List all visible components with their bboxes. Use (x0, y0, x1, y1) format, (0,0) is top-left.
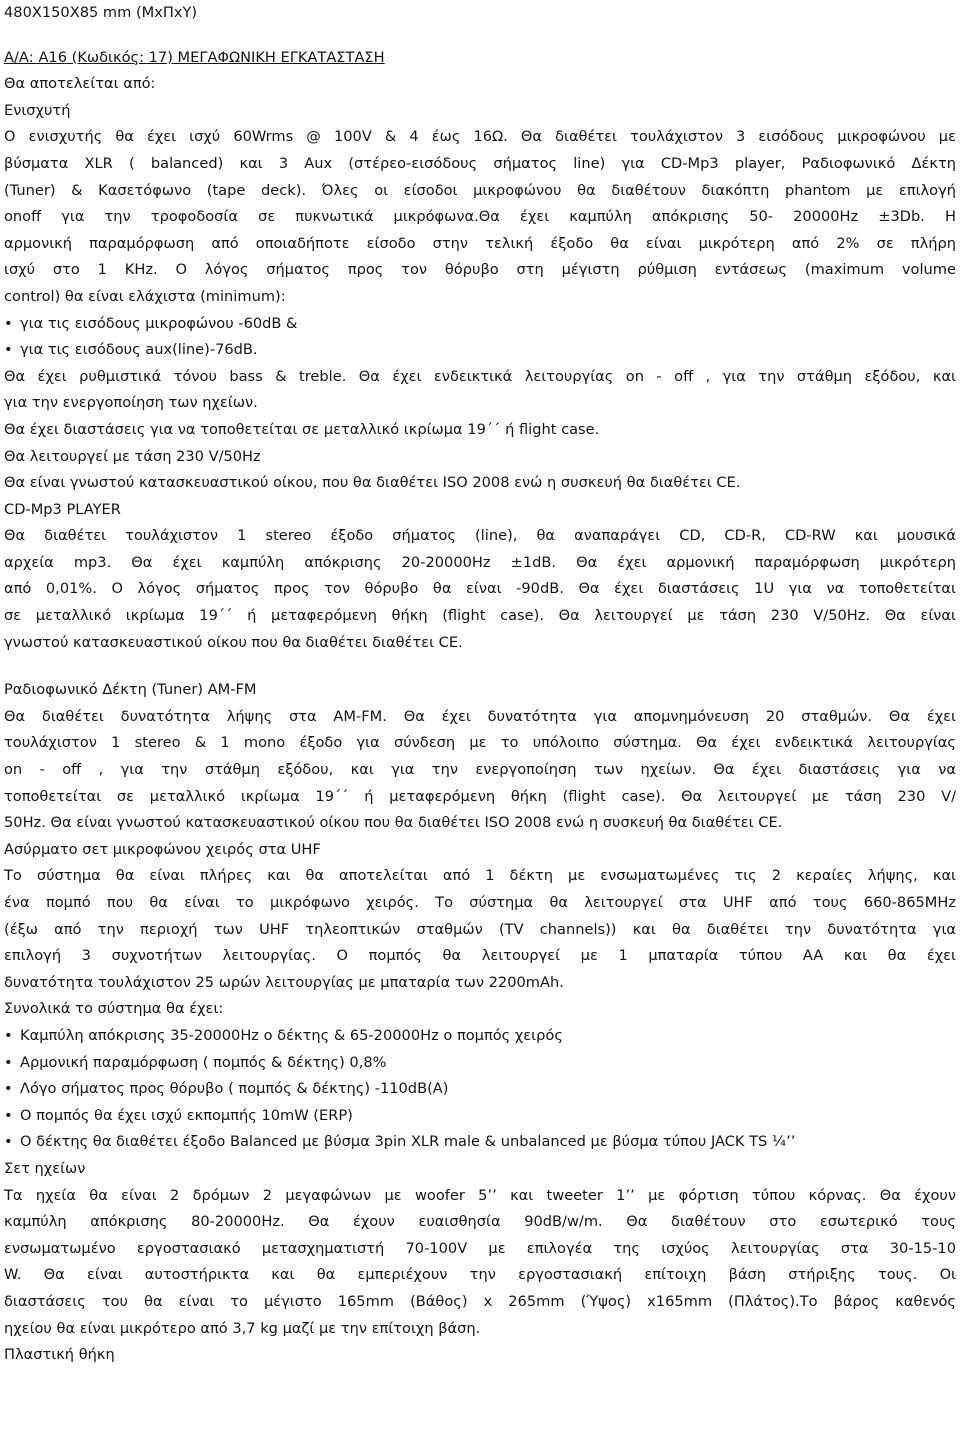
uhf-bullet-item: • Καμπύλη απόκρισης 35-20000Hz ο δέκτης & 65-20000Hz ο πομπός χειρός (4, 1023, 956, 1050)
uhf-bullet-item: • Ο δέκτης θα διαθέτει έξοδο Balanced με βύσμα 3pin XLR male & unbalanced με βύσμα τύπου JACK TS ¼’’ (4, 1129, 956, 1156)
cd-line: αρχεία mp3. Θα έχει καμπύλη απόκρισης 20-20000Hz ±1dB. Θα έχει αρμονική παραμόρφωση μικρότερη (4, 553, 956, 571)
amp-line: Θα έχει διαστάσεις για να τοποθετείται σε μεταλλικό ικρίωμα 19΄΄ ή flight case. (4, 420, 600, 438)
uhf-line: δυνατότητα τουλάχιστον 25 ωρών λειτουργίας με μπαταρία των 2200mAh. (4, 973, 564, 991)
speakers-line: Τα ηχεία θα είναι 2 δρόμων 2 μεγαφώνων με woofer 5’’ και tweeter 1’’ με φόρτιση τύπου κόρνας. Θα έχουν (4, 1186, 956, 1204)
uhf-bullet-item: • Ο πομπός θα έχει ισχύ εκπομπής 10mW (ERP) (4, 1103, 956, 1130)
amp-line: βύσματα XLR ( balanced) και 3 Aux (στέρεο-εισόδους σήματος line) για CD-Mp3 player, Ραδιοφωνικό Δέκτη (4, 154, 956, 172)
tuner-line: 50Hz. Θα είναι γνωστού κατασκευαστικού οίκου που θα διαθέτει ISO 2008 ενώ η συσκευή θα διαθέτει CE. (4, 814, 783, 832)
amp-line: για την ενεργοποίηση των ηχείων. (4, 394, 258, 412)
amp-line: Θα έχει ρυθμιστικά τόνου bass & treble. Θα έχει ενδεικτικά λειτουργίας on - off , για την στάθμη εξόδου, και (4, 367, 956, 385)
uhf-heading: Ασύρματο σετ μικροφώνου χειρός στα UHF (4, 840, 321, 858)
uhf-line: (έξω από την περιοχή των UHF τηλεοπτικών σταθμών (TV channels)) και θα διαθέτει την δυνατότητα για (4, 920, 956, 938)
uhf-bullet-item: • Αρμονική παραμόρφωση ( πομπός & δέκτης) 0,8% (4, 1050, 956, 1077)
amp-line: Θα είναι γνωστού κατασκευαστικού οίκου, που θα διαθέτει ISO 2008 ενώ η συσκευή θα διαθέτει CE. (4, 474, 741, 492)
speakers-heading: Σετ ηχείων (4, 1159, 86, 1177)
amp-line: (Tuner) & Κασετόφωνο (tape deck). Όλες οι είσοδοι μικροφώνου θα διαθέτουν διακόπτη phantom με επιλογή (4, 181, 956, 199)
speakers-line: W. Θα είναι αυτοστήρικτα και θα εμπεριέχουν την εργοστασιακή επίτοιχη βάση στήριξης τους. Οι (4, 1266, 956, 1284)
tuner-line: on - off , για την στάθμη εξόδου, και για την ενεργοποίηση των ηχείων. Θα έχει διαστάσεις για να (4, 761, 956, 779)
uhf-bullet-item: • Λόγο σήματος προς θόρυβο ( πομπός & δέκτης) -110dB(A) (4, 1076, 956, 1103)
amp-line: ισχύ στο 1 KHz. Ο λόγος σήματος προς τον θόρυβο στη μέγιστη ρύθμιση εντάσεως (maximum volume (4, 261, 956, 279)
amp-heading: Ενισχυτή (4, 101, 71, 119)
amp-bullet-item: • για τις εισόδους aux(line)-76dB. (4, 337, 956, 364)
uhf-line: Το σύστημα θα είναι πλήρες και θα αποτελείται από 1 δέκτη με ενσωματωμένες τις 2 κεραίες λήψης, και (4, 867, 956, 885)
cd-line: σε μεταλλικό ικρίωμα 19΄΄ ή μεταφερόμενη θήκη (flight case). Θα λειτουργεί με τάση 230 V/50Hz. Θα είναι (4, 607, 956, 625)
cd-line: γνωστού κατασκευαστικού οίκου που θα διαθέτει διαθέτει CE. (4, 633, 463, 651)
speakers-line: ηχείου θα είναι μικρότερο από 3,7 kg μαζί με την επίτοιχη βάση. (4, 1319, 481, 1337)
tuner-line: Θα διαθέτει δυνατότητα λήψης στα AM-FM. Θα έχει δυνατότητα για απομνημόνευση 20 σταθμών. Θα έχει (4, 707, 956, 725)
amp-line: αρμονική παραμόρφωση από οποιαδήποτε είσοδο στην τελική έξοδο θα είναι μικρότερη από 2% σε πλήρη (4, 234, 956, 252)
uhf-line: επιλογή 3 συχνοτήτων λειτουργίας. Ο πομπός θα λειτουργεί με 1 μπαταρία τύπου AA και θα έχει (4, 947, 956, 965)
speakers-line: διαστάσεις του θα είναι το μέγιστο 165mm (Βάθος) x 265mm (Ύψος) x165mm (Πλάτος).Το βάρος καθενός (4, 1292, 956, 1310)
amp-line: control) θα είναι ελάχιστα (minimum): (4, 287, 286, 305)
cd-line: Θα διαθέτει τουλάχιστον 1 stereo έξοδο σήματος (line), θα αναπαράγει CD, CD-R, CD-RW και μουσικά (4, 527, 956, 545)
case-heading: Πλαστική θήκη (4, 1346, 115, 1364)
section-title: Α/Α: Α16 (Κωδικός: 17) ΜΕΓΑΦΩΝΙΚΗ ΕΓΚΑΤΑΣΤΑΣΗ (4, 48, 385, 66)
amp-bullet-item: • για τις εισόδους μικροφώνου -60dB & (4, 311, 956, 338)
uhf-summary: Συνολικά το σύστημα θα έχει: (4, 1000, 224, 1018)
amp-line: Ο ενισχυτής θα έχει ισχύ 60Wrms @ 100V & 4 έως 16Ω. Θα διαθέτει τουλάχιστον 3 εισόδους μικροφώνου με (4, 128, 956, 146)
intro-line: Θα αποτελείται από: (4, 75, 156, 93)
cd-heading: CD-Mp3 PLAYER (4, 500, 121, 518)
cd-line: από 0,01%. Ο λόγος σήματος προς τον θόρυβο θα είναι -90dB. Θα έχει διαστάσεις 1U για να τοποθετείται (4, 580, 956, 598)
tuner-heading: Ραδιοφωνικό Δέκτη (Tuner) AM-FM (4, 681, 257, 699)
tuner-line: τοποθετείται σε μεταλλικό ικρίωμα 19΄΄ ή μεταφερόμενη θήκη (flight case). Θα λειτουργεί με τάση 230 V/ (4, 787, 956, 805)
dimensions-line: 480X150X85 mm (ΜxΠxΥ) (4, 4, 198, 21)
speakers-line: καμπύλη απόκρισης 80-20000Hz. Θα έχουν ευαισθησία 90dB/w/m. Θα διαθέτουν στο εσωτερικό τους (4, 1213, 956, 1231)
speakers-line: ενσωματωμένο εργοστασιακό μετασχηματιστή 70-100V με επιλογέα της ισχύος λειτουργίας στα 30-15-10 (4, 1239, 956, 1257)
uhf-line: ένα πομπό που θα είναι το μικρόφωνο χειρός. Το σύστημα θα λειτουργεί στα UHF από τους 660-865MHz (4, 894, 956, 911)
amp-line: Θα λειτουργεί με τάση 230 V/50Hz (4, 447, 261, 465)
amp-line: onoff για την τροφοδοσία σε πυκνωτικά μικρόφωνα.Θα έχει καμπύλη απόκρισης 50- 20000Hz ±3Db. Η (4, 208, 956, 226)
tuner-line: τουλάχιστον 1 stereo & 1 mono έξοδο για σύνδεση με το υπόλοιπο σύστημα. Θα έχει ενδεικτικά λειτουργίας (4, 734, 956, 752)
